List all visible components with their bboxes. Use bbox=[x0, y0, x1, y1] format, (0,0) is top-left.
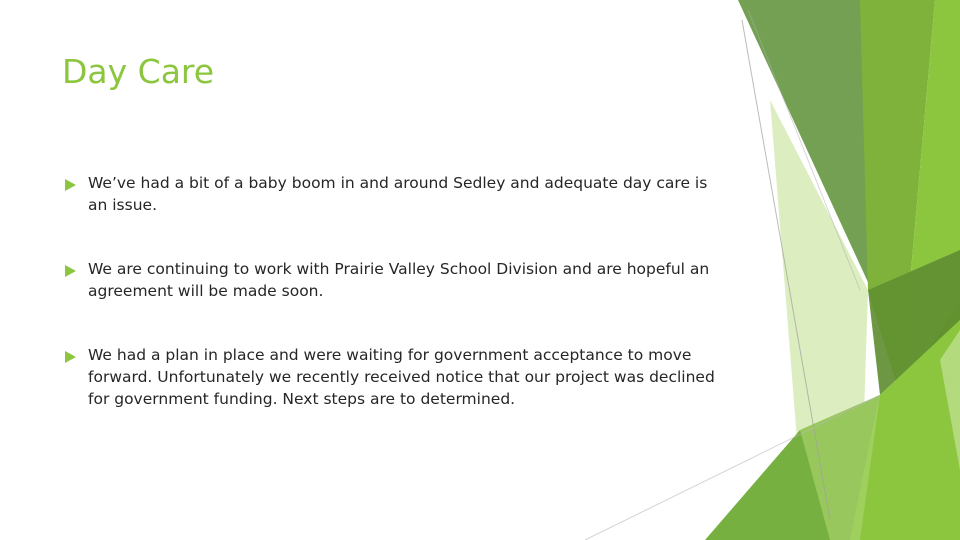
bullet-item bbox=[65, 344, 725, 410]
bullet-list bbox=[65, 172, 725, 452]
bullet-text: We are continuing to work with Prairie Valley School Division and are hopeful an agreement will be made soon. bbox=[88, 260, 710, 300]
triangle-right-icon bbox=[65, 265, 76, 277]
bullet-text: We had a plan in place and were waiting for government acceptance to move forward. Unfortunately we recently received notice that our project was declined for government funding. Next steps are to determined. bbox=[88, 346, 715, 408]
bullet-text: We’ve had a bit of a baby boom in and around Sedley and adequate day care is an issue. bbox=[88, 174, 708, 214]
slide-title: Day Care bbox=[62, 52, 215, 91]
bullet-item bbox=[65, 172, 725, 216]
triangle-right-icon bbox=[65, 179, 76, 191]
bullet-item bbox=[65, 258, 725, 302]
triangle-right-icon bbox=[65, 351, 76, 363]
